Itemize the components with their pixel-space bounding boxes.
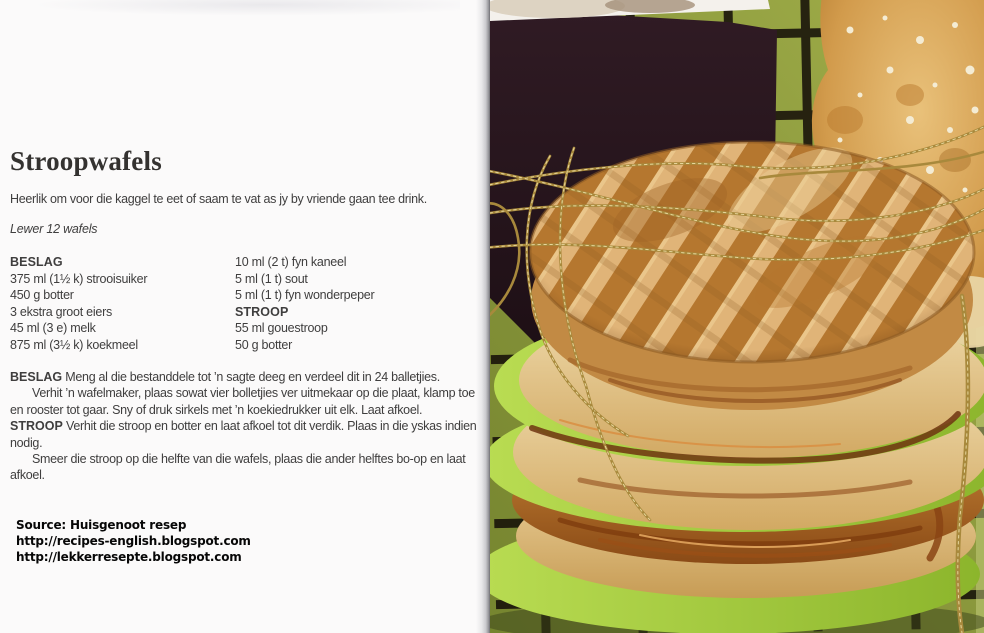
- stroopwafel-photo: [490, 0, 984, 633]
- recipe-text-page: [0, 0, 478, 633]
- method-lead-beslag: BESLAG: [10, 370, 63, 384]
- ingredients-column-left: [10, 254, 235, 354]
- method-section: [10, 369, 487, 484]
- source-attribution: [16, 517, 251, 565]
- ingredient-line: 375 ml (1½ k) strooisuiker: [10, 271, 148, 286]
- source-line: Source: Huisgenoot resep: [16, 518, 187, 532]
- recipe-yield: Lewer 12 wafels: [10, 222, 98, 236]
- ingredients-columns: [10, 254, 472, 354]
- ingredient-line: 50 g botter: [235, 337, 293, 352]
- method-text: Meng al die bestanddele tot ’n sagte deeg en verdeel dit in 24 balletjies.: [65, 370, 440, 384]
- ingredient-line: 55 ml gouestroop: [235, 321, 328, 336]
- ingredient-line: 5 ml (1 t) sout: [235, 271, 308, 286]
- ingredient-line: 875 ml (3½ k) koekmeel: [10, 337, 138, 352]
- method-text: Verhit ’n wafelmaker, plaas sowat vier bolletjies ver uitmekaar op die plaat, klamp toe en rooster tot gaar. Sny of druk sirkels met ’n koekiedrukker uit elk. Laat afkoel.: [10, 386, 475, 417]
- ingredient-line: BESLAG: [10, 255, 63, 269]
- method-text: Verhit die stroop en botter en laat afkoel tot dit verdik. Plaas in die yskas indien nodig.: [10, 419, 477, 450]
- recipe-intro: Heerlik om voor die kaggel te eet of saam te vat as jy by vriende gaan tee drink.: [10, 192, 427, 206]
- ingredient-line: STROOP: [235, 304, 289, 319]
- method-paragraph-stroop: [10, 418, 487, 451]
- ingredient-line: 5 ml (1 t) fyn wonderpeper: [235, 288, 375, 303]
- ingredient-line: 450 g botter: [10, 288, 74, 303]
- source-url-recipes-english: http://recipes-english.blogspot.com: [16, 534, 251, 548]
- ingredient-line: 45 ml (3 e) melk: [10, 321, 96, 336]
- method-lead-stroop: STROOP: [10, 419, 63, 434]
- method-paragraph: [10, 451, 487, 484]
- method-paragraph: [10, 385, 487, 418]
- page-gutter: [476, 0, 490, 633]
- recipe-title: Stroopwafels: [10, 146, 162, 176]
- source-url-lekkerresepte: http://lekkerresepte.blogspot.com: [16, 550, 242, 564]
- ingredient-line: 3 ekstra groot eiers: [10, 304, 112, 319]
- method-text: Smeer die stroop op die helfte van die wafels, plaas die ander helftes bo-op en laat afkoel.: [10, 452, 466, 483]
- ingredient-line: 10 ml (2 t) fyn kaneel: [235, 255, 347, 269]
- ingredients-column-right: [235, 254, 374, 354]
- method-paragraph-beslag: [10, 369, 487, 385]
